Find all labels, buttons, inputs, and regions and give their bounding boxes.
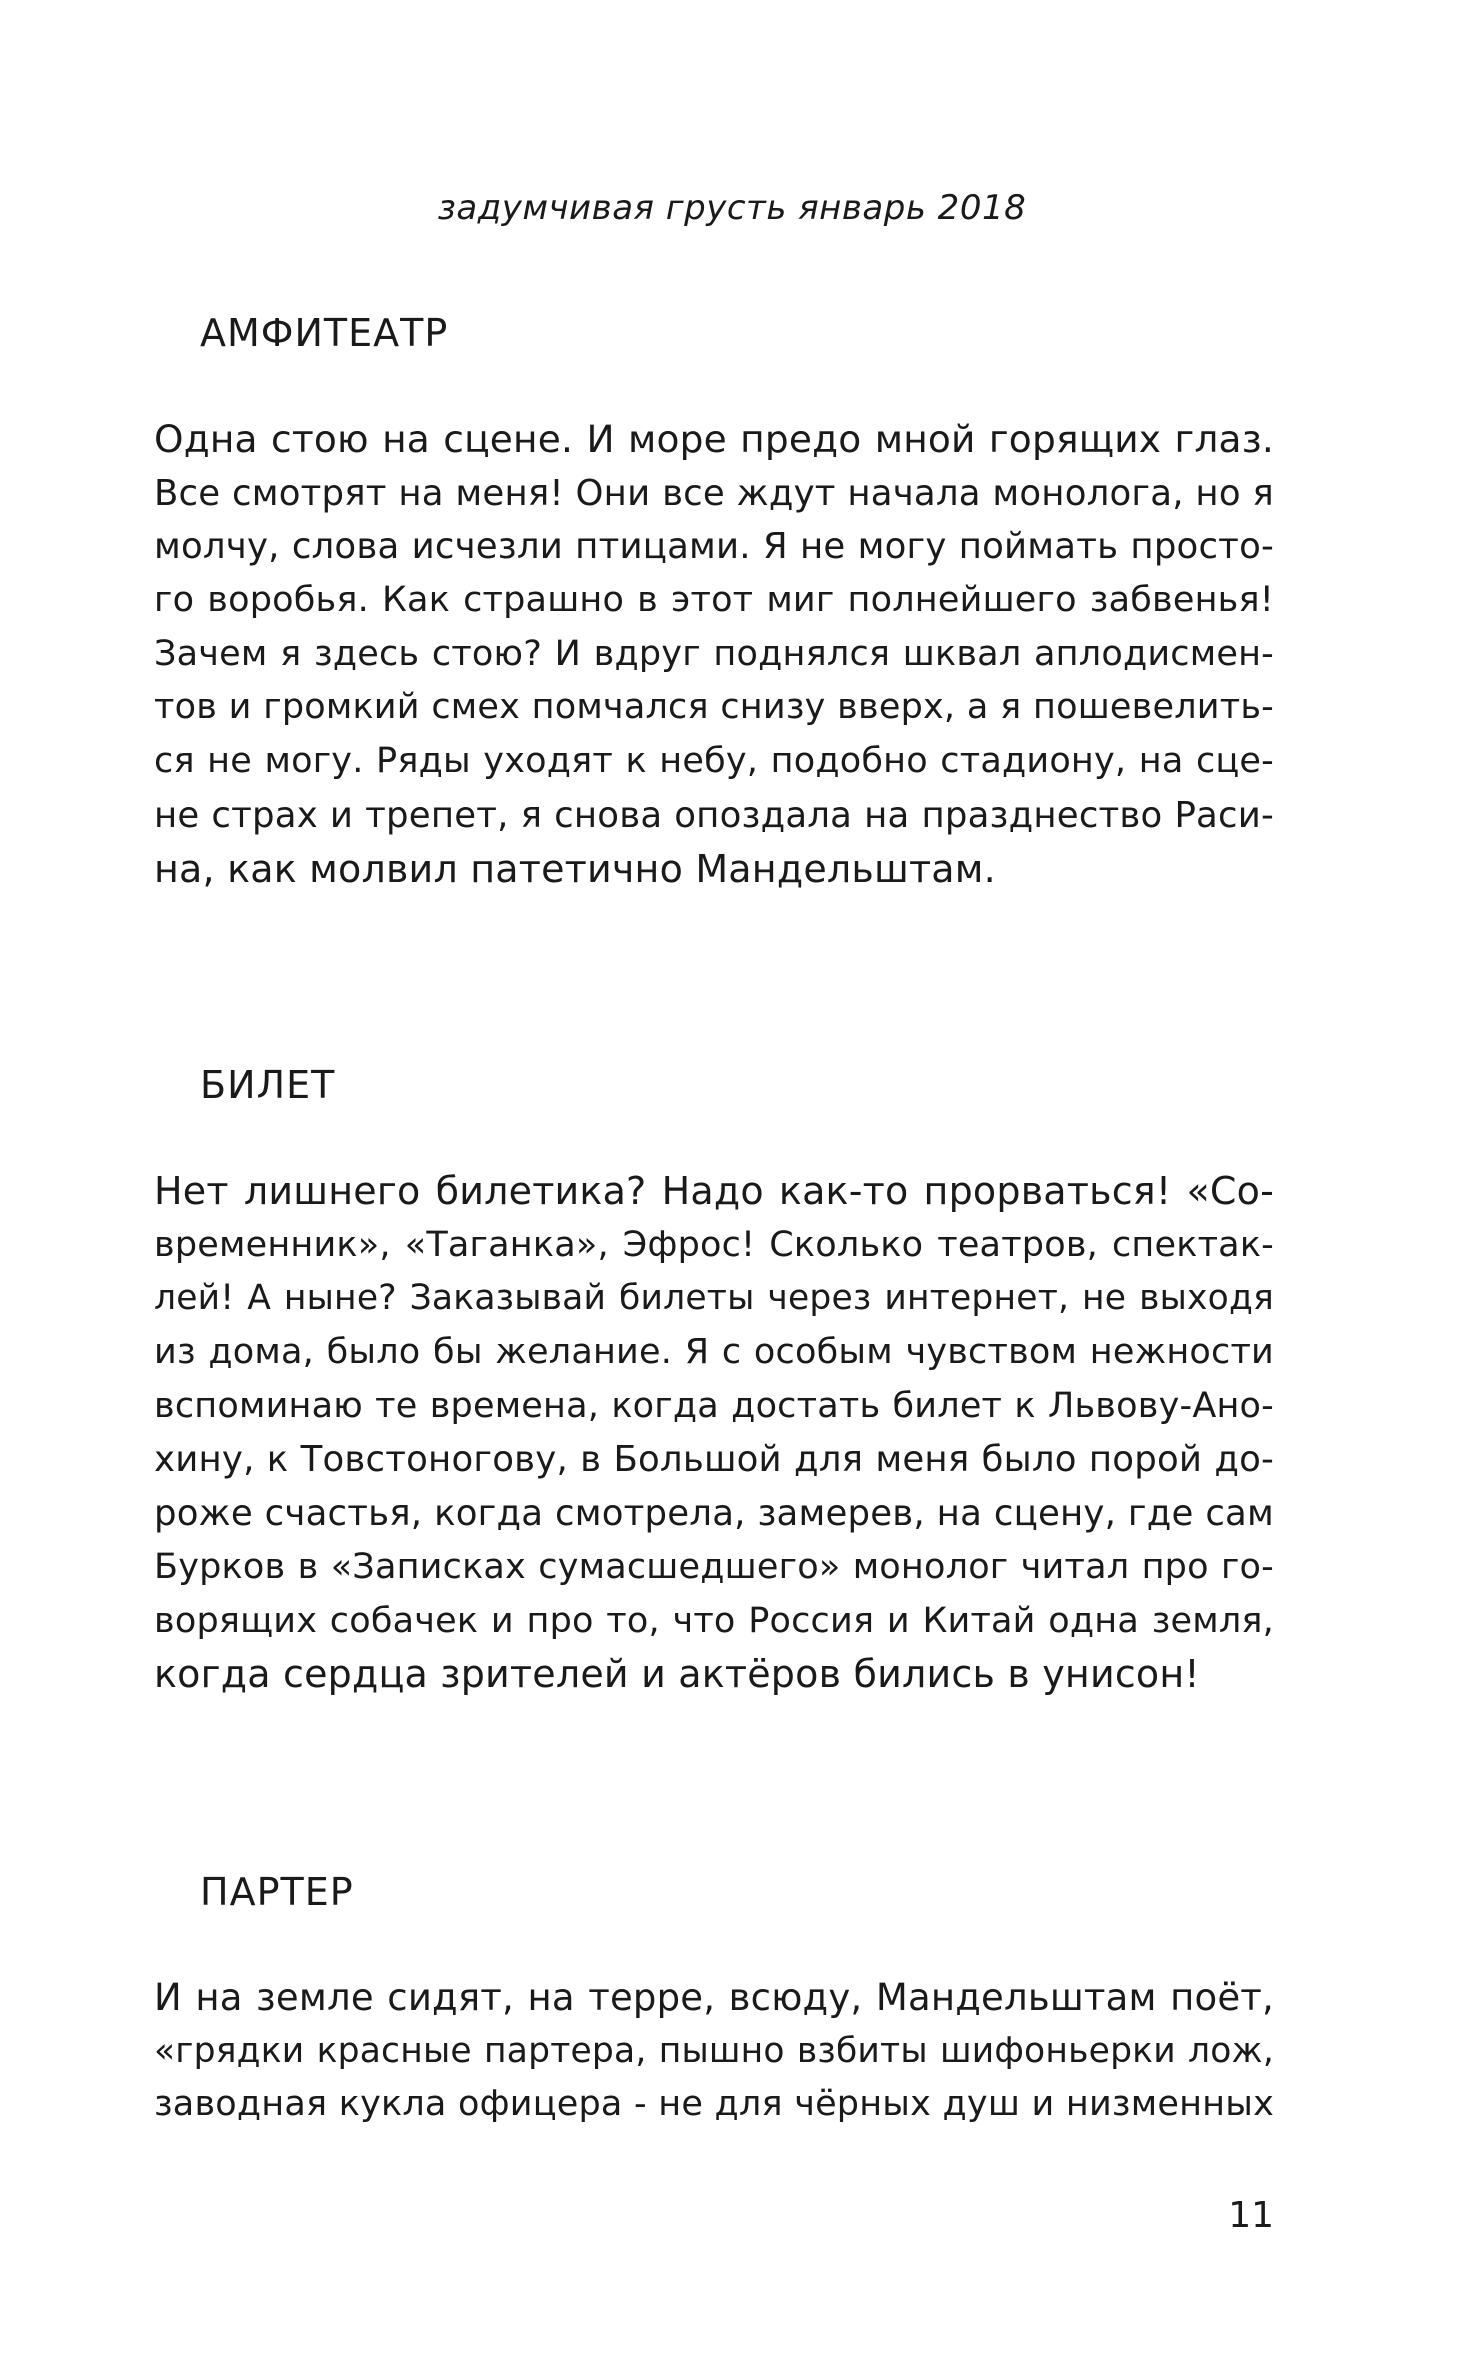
text-line: Зачем я здесь стою? И вдруг поднялся шквал аплодисмен- — [154, 633, 1274, 674]
section-title-amphitheatre: АМФИТЕАТР — [200, 311, 449, 355]
text-line: Нет лишнего билетика? Надо как-то прорваться! «Со- — [154, 1169, 1274, 1213]
text-line: из дома, было бы желание. Я с особым чувством нежности — [154, 1332, 1274, 1373]
page-number: 11 — [1228, 2195, 1274, 2236]
text-line: временник», «Таганка», Эфрос! Сколько театров, спектак- — [154, 1224, 1274, 1265]
text-line: на, как молвил патетично Мандельштам. — [154, 846, 996, 891]
text-line: хину, к Товстоногову, в Большой для меня было порой до- — [154, 1439, 1274, 1481]
text-line: когда сердца зрителей и актёров бились в унисон! — [154, 1652, 1200, 1697]
text-line: Все смотрят на меня! Они все ждут начала монолога, но я — [154, 472, 1274, 514]
paragraph-parterre — [154, 1971, 1274, 2132]
text-line: роже счастья, когда смотрела, замерев, на сцену, где сам — [154, 1493, 1274, 1535]
text-line: ворящих собачек и про то, что Россия и Китай одна земля, — [154, 1600, 1274, 1641]
section-title-parterre: ПАРТЕР — [200, 1870, 354, 1914]
text-line: не страх и трепет, я снова опоздала на празднество Раси- — [154, 794, 1274, 836]
section-title-ticket: БИЛЕТ — [200, 1063, 336, 1107]
paragraph-ticket — [154, 1165, 1274, 1702]
text-line: Бурков в «Записках сумасшедшего» монолог читал про го- — [154, 1546, 1274, 1587]
text-line: Одна стою на сцене. И море предо мной горящих глаз. — [154, 417, 1274, 461]
text-line: лей! А ныне? Заказывай билеты через интернет, не выходя — [154, 1278, 1274, 1319]
text-line: молчу, слова исчезли птицами. Я не могу поймать просто- — [154, 526, 1274, 568]
text-line: ся не могу. Ряды уходят к небу, подобно стадиону, на сце- — [154, 741, 1274, 782]
text-line: го воробья. Как страшно в этот миг полнейшего забвенья! — [154, 580, 1274, 621]
text-line: «грядки красные партера, пышно взбиты шифоньерки лож, — [154, 2030, 1274, 2071]
text-line: вспоминаю те времена, когда достать билет к Львову-Ано- — [154, 1385, 1274, 1426]
paragraph-amphitheatre — [154, 413, 1274, 896]
text-line: заводная кукла офицера - не для чёрных душ и низменных — [154, 2084, 1274, 2125]
running-head: задумчивая грусть январь 2018 — [437, 188, 1027, 228]
text-line: И на земле сидят, на терре, всюду, Мандельштам поёт, — [154, 1976, 1274, 2019]
text-line: тов и громкий смех помчался снизу вверх, а я пошевелить- — [154, 687, 1274, 728]
